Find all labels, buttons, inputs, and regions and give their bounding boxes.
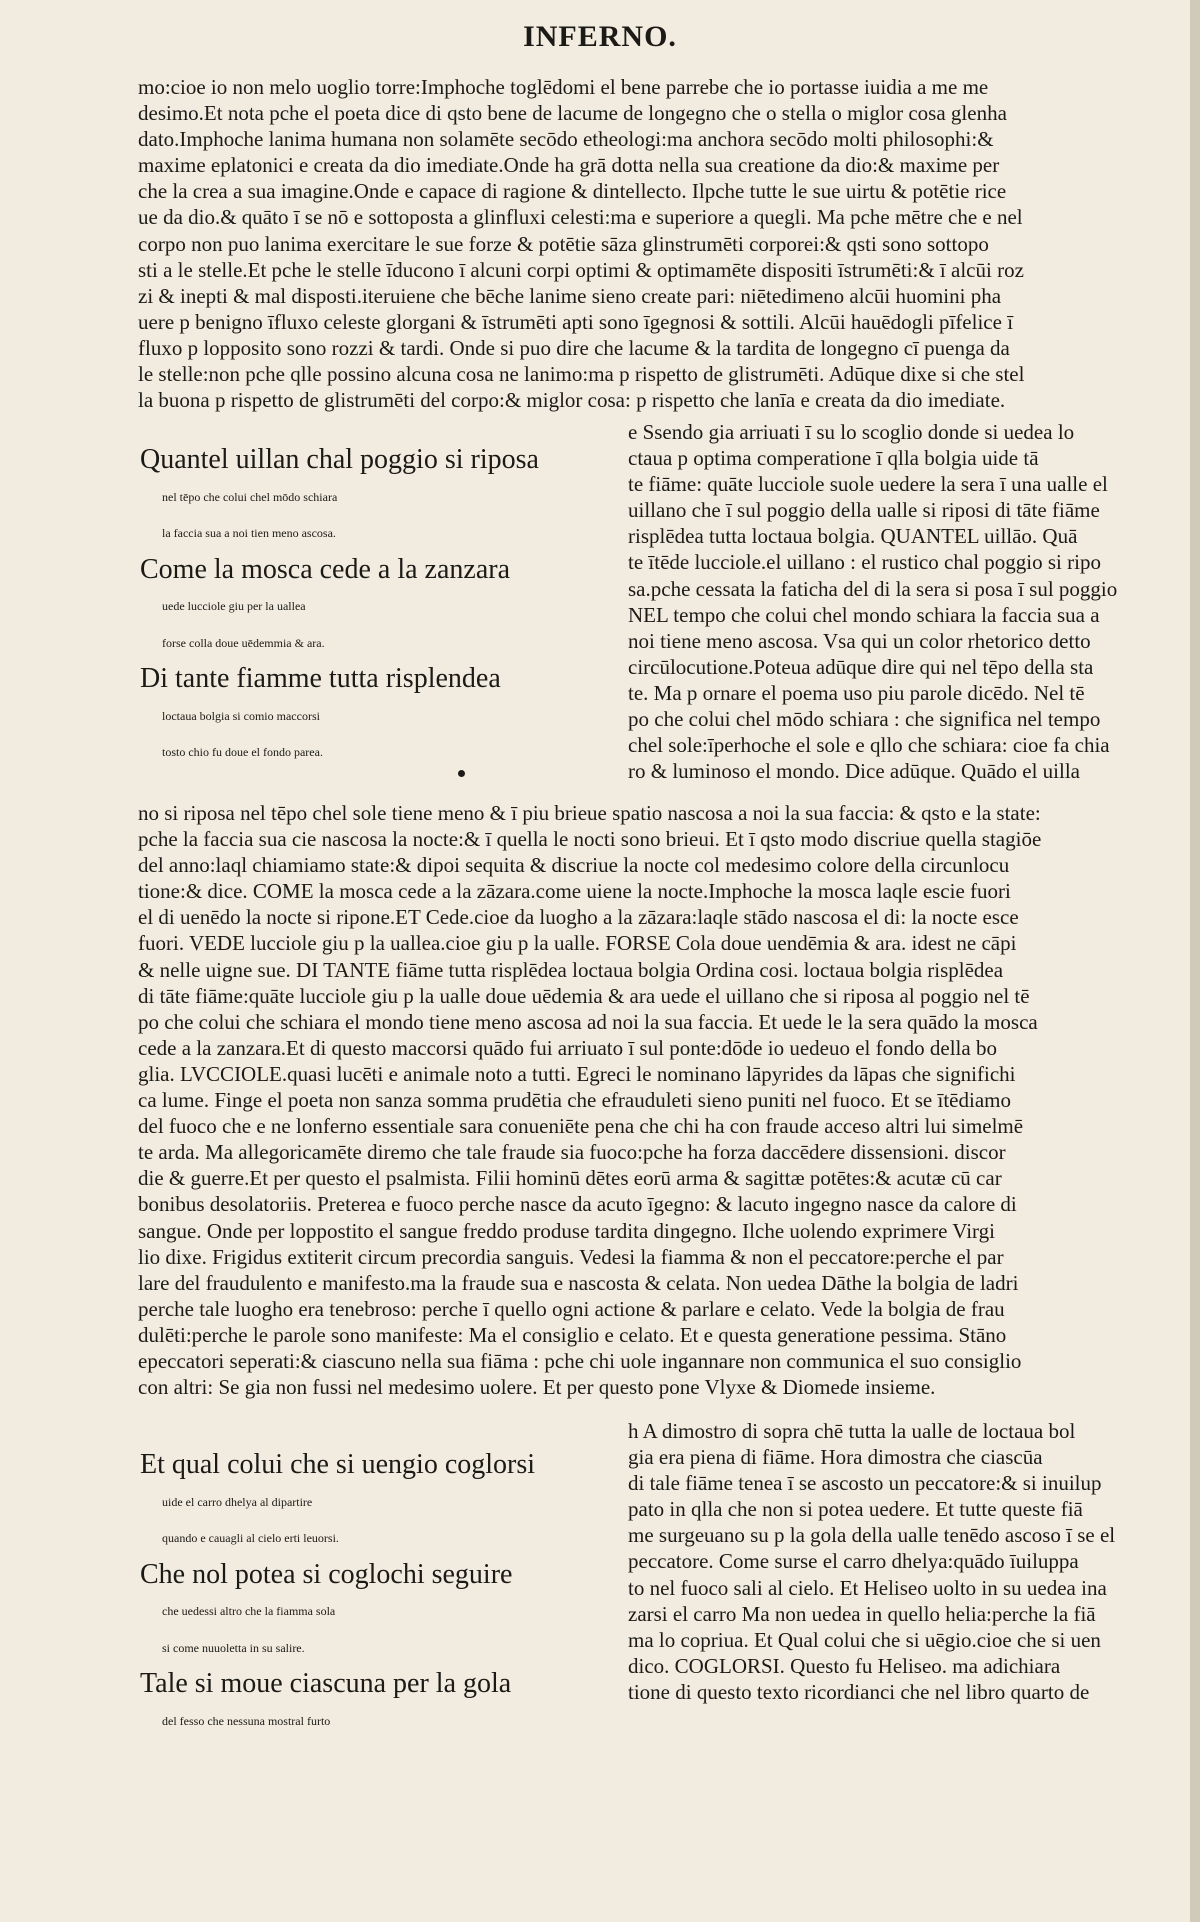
- commentary-line: te ītēde lucciole.el uillano : el rustico chal poggio si ripo: [628, 550, 1101, 575]
- commentary-line: to nel fuoco sali al cielo. Et Heliseo uolto in su uedea ina: [628, 1575, 1107, 1600]
- commentary-line: lio dixe. Frigidus extiterit circum precordia sanguis. Vedesi la fiamma & non el peccatore:perche el par: [138, 1244, 1004, 1269]
- commentary-line: me surgeuano su p la gola della ualle tenēdo ascoso ī se el: [628, 1523, 1116, 1548]
- commentary-line: peccatore. Come surse el carro dhelya:quādo īuiluppa: [628, 1549, 1079, 1574]
- commentary-line: le stelle:non pche qlle possino alcuna cosa ne lanimo:ma p rispetto de glistrumēti. Adūque dixe si che stel: [138, 362, 1025, 387]
- verse-line: Di tante fiamme tutta risplendea: [140, 663, 501, 694]
- commentary-line: glia. LVCCIOLE.quasi lucēti e animale noto a tutti. Egreci le nominano lāpyrides da lāpas che significhi: [138, 1061, 1016, 1086]
- commentary-line: zarsi el carro Ma non uedea in quello helia:perche la fiā: [628, 1601, 1096, 1626]
- commentary-line: fuori. VEDE lucciole giu p la uallea.cioe giu p la ualle. FORSE Cola doue uendēmia & ara. idest ne cāpi: [138, 931, 1017, 956]
- verse-line: nel tēpo che colui chel mōdo schiara: [162, 489, 338, 504]
- verse-line: che uedessi altro che la fiamma sola: [162, 1604, 336, 1618]
- commentary-line: circūlocutione.Poteua adūque dire qui nel tēpo della sta: [628, 654, 1094, 679]
- commentary-line: ctaua p optima comperatione ī qlla bolgia uide tā: [628, 446, 1039, 471]
- commentary-top: [138, 74, 1156, 413]
- commentary-line: no si riposa nel tēpo chel sole tiene meno & ī piu brieue spatio nascosa a noi la sua faccia: & qsto e la state:: [138, 801, 1041, 825]
- commentary-line: ro & luminoso el mondo. Dice adūque. Quādo el uilla: [628, 759, 1080, 784]
- commentary-line: desimo.Et nota pche el poeta dice di qsto bene de lacume de longegno che o stella o miglor cosa glenha: [138, 101, 1007, 126]
- commentary-line: po che colui che schiara el mondo tiene meno ascosa ad noi la sua faccia. Et uede le la sera quādo la mosca: [138, 1009, 1038, 1034]
- verse-line: del fesso che nessuna mostral furto: [162, 1713, 331, 1728]
- commentary-side-2: [628, 1418, 1158, 1705]
- commentary-line: & nelle uigne sue. DI TANTE fiāme tutta risplēdea loctaua bolgia Ordina cosi. loctaua bolgia risplēdea: [138, 957, 1004, 982]
- commentary-line: chel sole:īperhoche el sole e qllo che schiara: cioe fa chia: [628, 733, 1110, 758]
- commentary-line: noi tiene meno ascosa. Vsa qui un color rhetorico detto: [628, 628, 1091, 653]
- commentary-line: e Ssendo gia arriuati ī su lo scoglio donde si uedea lo: [628, 420, 1075, 444]
- verse-line: Quantel uillan chal poggio si riposa: [140, 444, 539, 475]
- commentary-line: dulēti:perche le parole sono manifeste: Ma el consiglio e celato. Et e questa generatione pessima. Stāno: [138, 1322, 1007, 1347]
- commentary-line: zi & inepti & mal disposti.iteruiene che bēche lanime sieno create pari: niētedimeno alcūi huomini pha: [138, 283, 1002, 308]
- commentary-line: perche tale luogho era tenebroso: perche ī quello ogni actione & parlare e celato. Vede la bolgia de frau: [138, 1296, 1005, 1321]
- commentary-line: sangue. Onde per loppostito el sangue freddo produse tardita dingegno. Ilche uolendo exprimere Virgi: [138, 1218, 995, 1243]
- commentary-line: te. Ma p ornare el poema uso piu parole dicēdo. Nel tē: [628, 680, 1085, 705]
- commentary-line: dato.Imphoche lanima humana non solamēte secōdo etheologi:ma anchora secōdo molti philosophi:&: [138, 127, 994, 152]
- commentary-line: h A dimostro di sopra chē tutta la ualle de loctaua bol: [628, 1419, 1076, 1443]
- commentary-line: tione di questo texto ricordianci che nel libro quarto de: [628, 1679, 1090, 1704]
- commentary-line: del anno:laql chiamiamo state:& dipoi sequita & discriue la nocte col medesimo colore della circunlocu: [138, 853, 1010, 878]
- printer-mark: [458, 770, 465, 777]
- commentary-line: maxime eplatonici e creata da dio imediate.Onde ha grā dotta nella sua creatione da dio:& maxime per: [138, 153, 1000, 178]
- commentary-side-1: [628, 419, 1158, 784]
- commentary-line: dico. COGLORSI. Questo fu Heliseo. ma adichiara: [628, 1653, 1061, 1678]
- verse-line: Come la mosca cede a la zanzara: [140, 553, 511, 585]
- commentary-line: pche la faccia sua cie nascosa la nocte:& ī quella le nocti sono brieui. Et ī qsto modo discriue quella stagiōe: [138, 827, 1042, 852]
- commentary-line: di tale fiāme tenea ī se ascosto un peccatore:& si inuilup: [628, 1471, 1102, 1496]
- verse-line: Et qual colui che si uengio coglorsi: [140, 1449, 536, 1480]
- commentary-line: pato in qlla che non si potea uedere. Et tutte queste fiā: [628, 1497, 1083, 1522]
- verse-line: la faccia sua a noi tien meno ascosa.: [162, 526, 336, 540]
- commentary-line: epeccatori seperati:& ciascuno nella sua fiāma : pche chi uole ingannare non communica el suo consiglio: [138, 1348, 1022, 1373]
- commentary-line: uere p benigno īfluxo celeste glorgani & īstrumēti apti sono īgegnosi & sottili. Alcūi hauēdogli pīfelice ī: [138, 309, 1014, 334]
- commentary-line: con altri: Se gia non fussi nel medesimo uolere. Et per questo pone Vlyxe & Diomede insieme.: [138, 1375, 936, 1400]
- commentary-line: te fiāme: quāte lucciole suole uedere la sera ī una ualle el: [628, 472, 1108, 497]
- commentary-line: la buona p rispetto de glistrumēti del corpo:& miglor cosa: p rispetto che lanīa e creata da dio imediate.: [138, 388, 1006, 413]
- commentary-line: el di uenēdo la nocte si ripone.ET Cede.cioe da luogho a la zāzara:laqle stādo nascosa el di: la nocte esce: [138, 905, 1019, 930]
- commentary-line: tione:& dice. COME la mosca cede a la zāzara.come uiene la nocte.Imphoche la mosca laqle escie fuori: [138, 879, 1011, 904]
- commentary-line: ue da dio.& quāto ī se nō e sottoposta a glinfluxi celesti:ma e superiore a quegli. Ma pche mētre che e nel: [138, 205, 1023, 230]
- verse-block-1: [140, 442, 620, 771]
- commentary-line: po che colui chel mōdo schiara : che significa nel tempo: [628, 707, 1101, 732]
- commentary-line: gia era piena di fiāme. Hora dimostra che ciascūa: [628, 1445, 1043, 1470]
- commentary-line: cede a la zanzara.Et di questo maccorsi quādo fui arriuato ī sul ponte:dōde io uedeuo el fondo della bo: [138, 1035, 997, 1060]
- commentary-line: sa.pche cessata la faticha del di la sera si posa ī sul poggio: [628, 576, 1118, 601]
- commentary-line: fluxo p lopposito sono rozzi & tardi. Onde si puo dire che lacume & la tardita de longegno cī puenga da: [138, 335, 1010, 360]
- commentary-line: corpo non puo lanima exercitare le sue forze & potētie sāza glinstrumēti corporei:& qsti sono sottopo: [138, 231, 989, 256]
- commentary-line: che la crea a sua imagine.Onde e capace di ragione & dintellecto. Ilpche tutte le sue uirtu & potētie rice: [138, 179, 1007, 204]
- commentary-line: uillano che ī sul poggio della ualle si riposi di tāte fiāme: [628, 498, 1100, 523]
- commentary-line: ca lume. Finge el poeta non sanza somma prudētia che efrauduleti sieno puniti nel fuoco. Et se ītēdiamo: [138, 1088, 1011, 1113]
- verse-block-2: [140, 1447, 620, 1739]
- verse-line: si come nuuoletta in su salire.: [162, 1640, 305, 1655]
- running-head: INFERNO.: [523, 20, 677, 53]
- verse-line: quando e cauagli al cielo erti leuorsi.: [162, 1531, 339, 1545]
- commentary-line: risplēdea tutta loctaua bolgia. QUANTEL uillāo. Quā: [628, 524, 1078, 549]
- verse-line: Che nol potea si coglochi seguire: [140, 1558, 513, 1590]
- commentary-line: NEL tempo che colui chel mondo schiara la faccia sua a: [628, 602, 1100, 627]
- commentary-line: mo:cioe io non melo uoglio torre:Imphoche toglēdomi el bene parrebe che io portasse iuidia a me me: [138, 75, 989, 99]
- verse-line: forse colla doue uēdemmia & ara.: [162, 635, 325, 650]
- verse-line: loctaua bolgia si comio maccorsi: [162, 708, 320, 723]
- commentary-line: ma lo copriua. Et Qual colui che si uēgio.cioe che si uen: [628, 1627, 1101, 1652]
- commentary-middle: [138, 800, 1156, 1400]
- verse-line: Tale si moue ciascuna per la gola: [140, 1668, 512, 1699]
- commentary-line: die & guerre.Et per questo el psalmista. Filii hominū dētes eorū arma & sagittæ potētes:& acutæ cū car: [138, 1166, 1002, 1191]
- commentary-line: te arda. Ma allegoricamēte diremo che tale fraude sia fuoco:pche ha forza daccēdere dissensioni. discor: [138, 1140, 1006, 1165]
- commentary-line: bonibus desolatoriis. Preterea e fuoco perche nasce da acuto īgegno: & lacuto ingegno nasce da calore di: [138, 1192, 1017, 1217]
- verse-line: tosto chio fu doue el fondo parea.: [162, 745, 323, 759]
- commentary-line: di tāte fiāme:quāte lucciole giu p la ualle doue uēdemia & ara uede el uillano che si riposa al poggio nel tē: [138, 983, 1030, 1008]
- commentary-line: del fuoco che e ne lonferno essentiale sara conueniēte pena che chi ha con fraude acceso altri lui simelmē: [138, 1114, 1024, 1139]
- verse-line: uide el carro dhelya al dipartire: [162, 1494, 313, 1509]
- verse-line: uede lucciole giu per la uallea: [162, 599, 306, 613]
- commentary-line: lare del fraudulento e manifesto.ma la fraude sua e nascosta & celata. Non uedea Dāthe la bolgia de ladri: [138, 1270, 1019, 1295]
- commentary-line: sti a le stelle.Et pche le stelle īducono ī alcuni corpi optimi & optimamēte dispositi īstrumēti:& ī alcūi roz: [138, 257, 1024, 282]
